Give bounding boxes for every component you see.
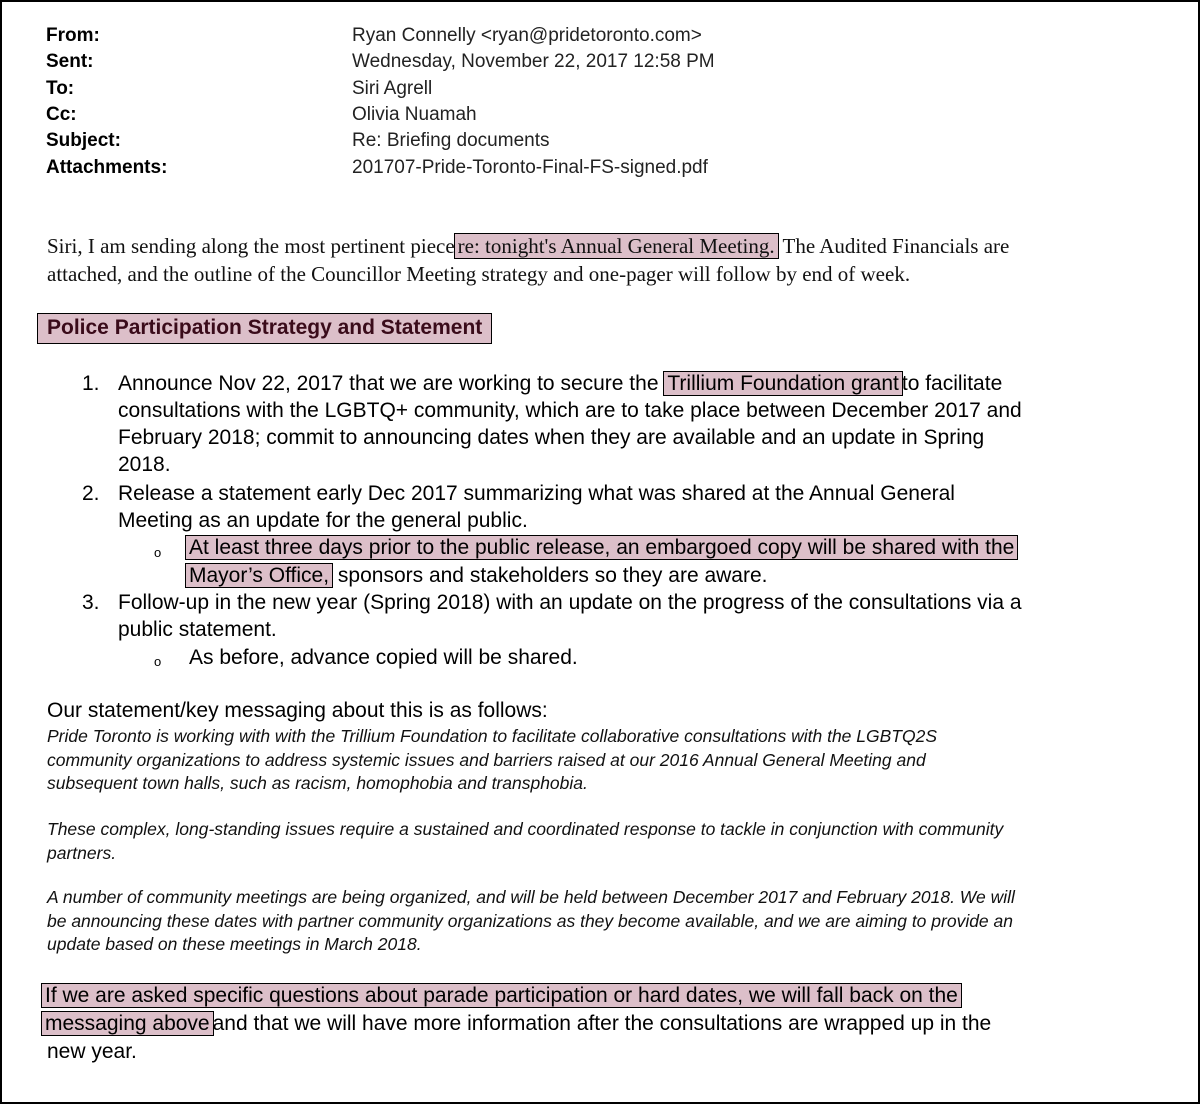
- closing-highlight-line-1: If we are asked specific questions about parade participation or hard dates, we will fall back on the: [42, 984, 961, 1007]
- sub-bullet-2: o: [154, 654, 162, 669]
- attachments-value: 201707-Pride-Toronto-Final-FS-signed.pdf: [352, 157, 708, 178]
- closing-highlight-line-2: messaging above: [42, 1012, 213, 1035]
- subject-label: Subject:: [46, 130, 121, 151]
- closing-line-2: [42, 1012, 991, 1036]
- list-item-2-line-2: Meeting as an update for the general public.: [118, 509, 528, 532]
- closing-text-after: and that we will have more information after the consultations are wrapped up in the: [212, 1012, 992, 1035]
- list-number-2: 2.: [82, 482, 100, 505]
- list-number-1: 1.: [82, 372, 100, 395]
- intro-highlight: re: tonight's Annual General Meeting.: [455, 234, 778, 258]
- embargo-text-after: sponsors and stakeholders so they are aware.: [337, 564, 768, 587]
- intro-line-1: [47, 234, 1009, 259]
- closing-line-1: [42, 984, 961, 1008]
- list-item-2-sub-line-2: [186, 564, 767, 588]
- statement-p2-line-2: partners.: [47, 843, 117, 863]
- statement-p1-line-2: community organizations to address systemic issues and barriers raised at our 2016 Annual General Meeting and: [47, 750, 926, 770]
- statement-intro: Our statement/key messaging about this is as follows:: [47, 699, 548, 722]
- to-label: To:: [46, 78, 75, 99]
- statement-p3-line-1: A number of community meetings are being organized, and will be held between December 2017 and February 2018. We will: [47, 887, 1015, 907]
- sub-bullet-1: o: [154, 545, 162, 560]
- section-heading: Police Participation Strategy and Statement: [37, 313, 492, 344]
- list-item-1-text-after: to facilitate: [901, 372, 1003, 395]
- embargo-highlight-line-2: Mayor’s Office,: [186, 564, 332, 587]
- list-item-1-line-2: consultations with the LGBTQ+ community, which are to take place between December 2017 and: [118, 399, 1022, 422]
- from-label: From:: [46, 25, 100, 46]
- statement-p3-line-3: update based on these meetings in March 2018.: [47, 934, 422, 954]
- closing-line-3: new year.: [47, 1040, 137, 1063]
- list-item-3-sub-line-1: As before, advance copied will be shared.: [189, 646, 578, 669]
- sent-label: Sent:: [46, 51, 94, 72]
- list-item-2-sub-line-1: [186, 536, 1017, 560]
- list-item-1-text: Announce Nov 22, 2017 that we are working to secure the: [118, 372, 659, 395]
- cc-value: Olivia Nuamah: [352, 104, 477, 125]
- to-value: Siri Agrell: [352, 78, 433, 99]
- list-item-2-line-1: Release a statement early Dec 2017 summarizing what was shared at the Annual General: [118, 482, 955, 505]
- cc-label: Cc:: [46, 104, 77, 125]
- intro-line-2: attached, and the outline of the Councillor Meeting strategy and one-pager will follow by end of week.: [47, 262, 911, 286]
- list-item-3-line-2: public statement.: [118, 618, 277, 641]
- embargo-highlight-line-1: At least three days prior to the public release, an embargoed copy will be shared with the: [186, 536, 1017, 559]
- statement-p1-line-1: Pride Toronto is working with with the Trillium Foundation to facilitate collaborative consultations with the LGBTQ2S: [47, 726, 938, 746]
- list-item-1-line-4: 2018.: [118, 453, 171, 476]
- intro-text-after: The Audited Financials are: [782, 234, 1010, 258]
- list-number-3: 3.: [82, 591, 100, 614]
- attachments-label: Attachments:: [46, 157, 168, 178]
- list-item-1-line-3: February 2018; commit to announcing dates when they are available and an update in Spring: [118, 426, 985, 449]
- list-item-1-line-1: [118, 372, 1002, 396]
- statement-p2-line-1: These complex, long-standing issues require a sustained and coordinated response to tackle in conjunction with community: [47, 819, 1004, 839]
- statement-p3-line-2: be announcing these dates with partner community organizations as they become available, and we are aiming to provide an: [47, 911, 1013, 931]
- from-value: Ryan Connelly <ryan@pridetoronto.com>: [352, 25, 702, 46]
- subject-value: Re: Briefing documents: [352, 130, 550, 151]
- trillium-highlight: Trillium Foundation grant: [664, 372, 902, 395]
- sent-value: Wednesday, November 22, 2017 12:58 PM: [352, 51, 715, 72]
- statement-p1-line-3: subsequent town halls, such as racism, homophobia and transphobia.: [47, 773, 588, 793]
- list-item-3-line-1: Follow-up in the new year (Spring 2018) with an update on the progress of the consultations via a: [118, 591, 1022, 614]
- intro-text-before: Siri, I am sending along the most pertinent piece: [47, 234, 455, 258]
